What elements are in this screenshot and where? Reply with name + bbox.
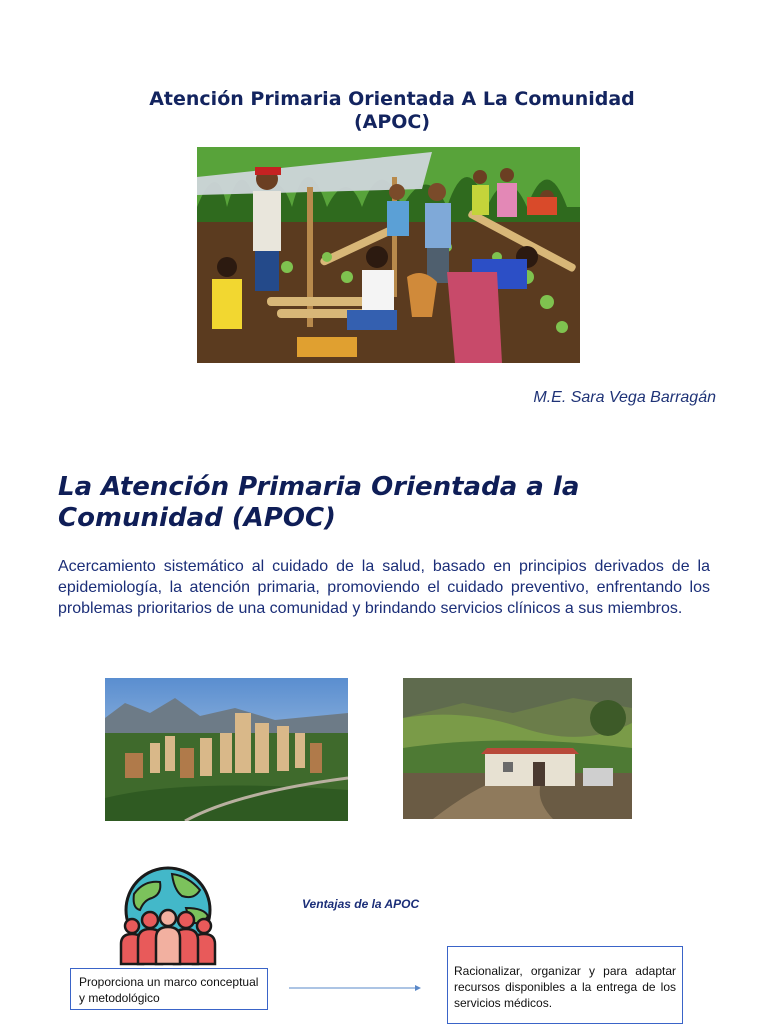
page-title-acronym: (APOC) xyxy=(353,111,431,133)
community-farming-illustration xyxy=(197,147,580,363)
page-title: Atención Primaria Orientada A La Comunidad xyxy=(149,88,635,110)
section-heading: La Atención Primaria Orientada a la Comunidad (APOC) xyxy=(58,472,580,533)
city-photo xyxy=(105,678,348,821)
globe-people-icon xyxy=(116,864,220,968)
rural-house-photo xyxy=(403,678,632,819)
resources-box: Racionalizar, organizar y para adaptar recursos disponibles a la entrega de los servicios médicos. xyxy=(447,946,683,1024)
definition-paragraph: Acercamiento sistemático al cuidado de la salud, basado en principios derivados de la epidemiología, la atención primaria, promoviendo el cuidado preventivo, enfrentando los problemas prioritarios de una comunidad y brindando servicios clínicos a sus miembros. xyxy=(58,558,710,617)
author-name: M.E. Sara Vega Barragán xyxy=(533,389,716,406)
advantages-subheading: Ventajas de la APOC xyxy=(302,897,420,911)
framework-box: Proporciona un marco conceptual y metodológico xyxy=(70,968,268,1010)
arrow-right-icon xyxy=(289,981,421,995)
